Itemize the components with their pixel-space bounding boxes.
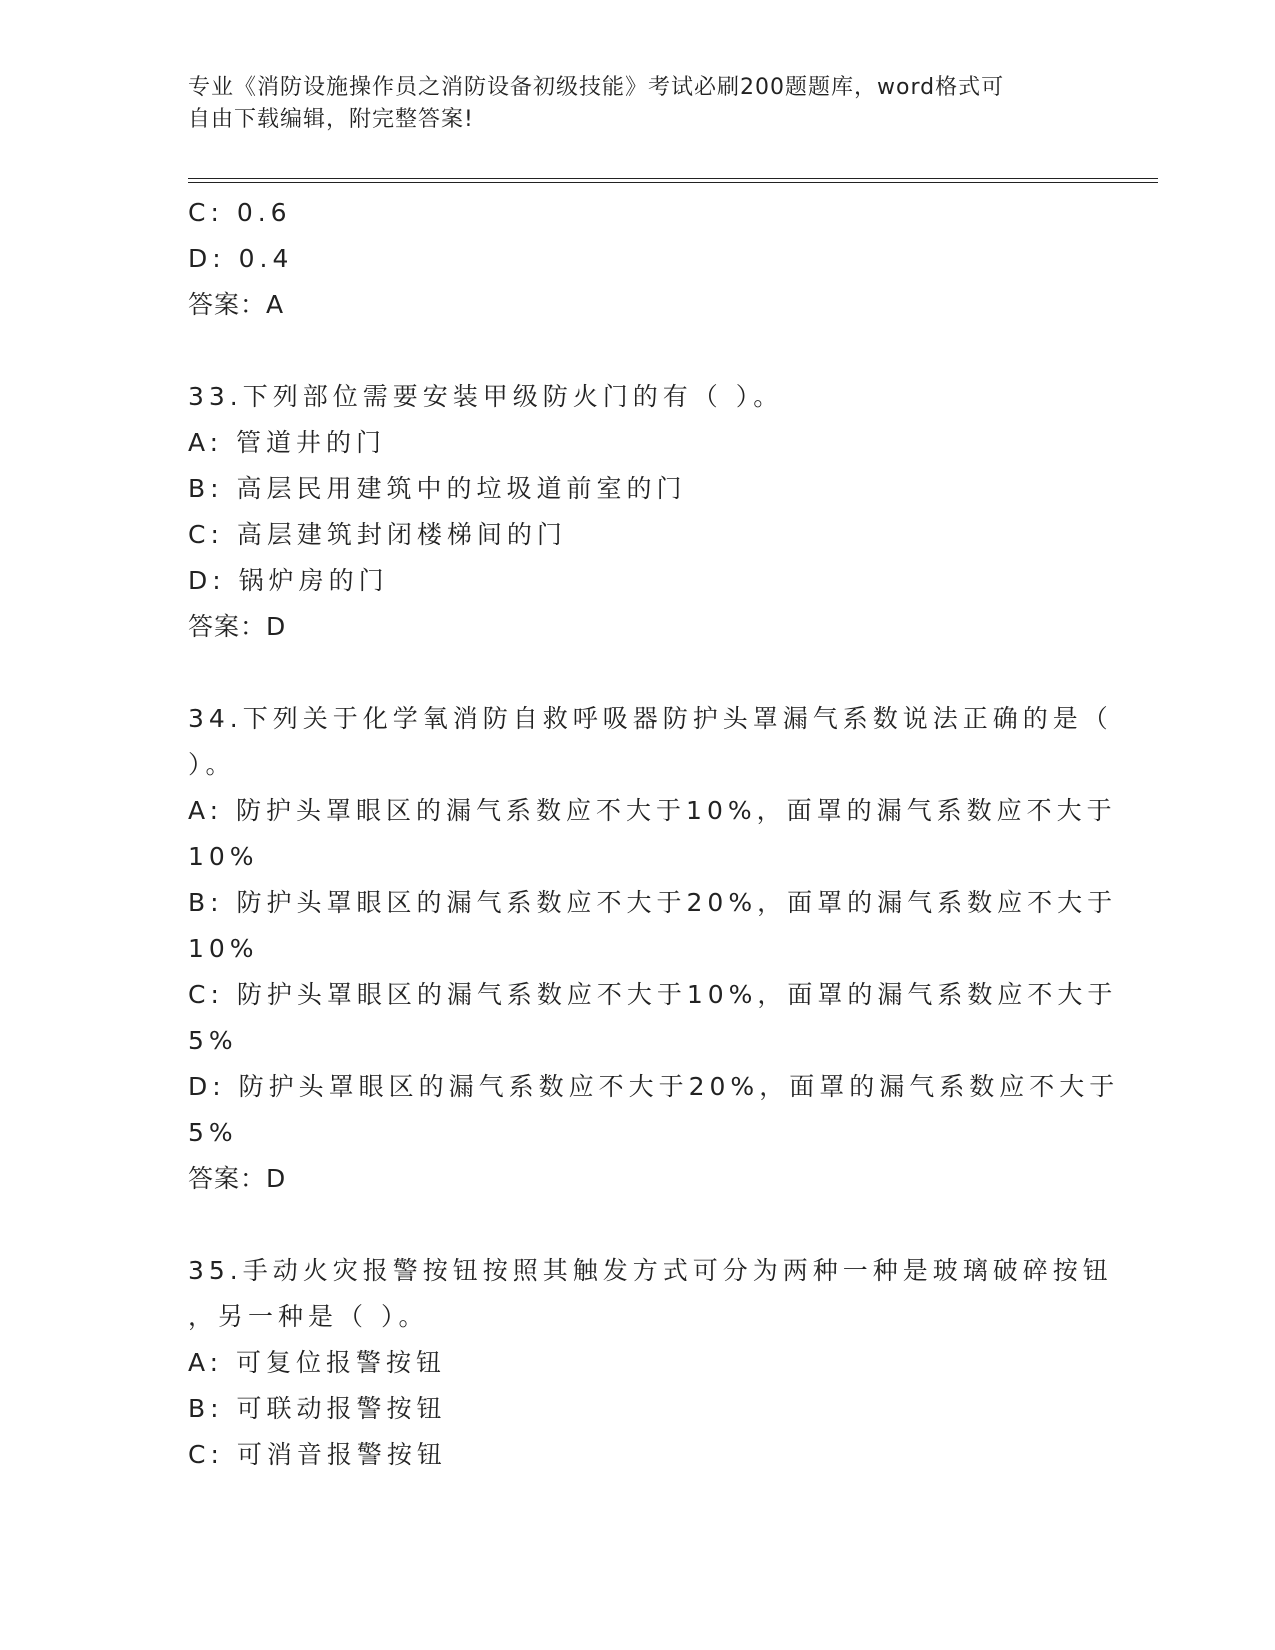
question-stem: 35.手动火灾报警按钮按照其触发方式可分为两种一种是玻璃破碎按钮: [188, 1256, 1113, 1285]
option-c: C: 高层建筑封闭楼梯间的门: [188, 520, 567, 549]
question-stem-continued: ，另一种是（ ）。: [188, 1302, 429, 1331]
option-d: D: 防护头罩眼区的漏气系数应不大于20%，面罩的漏气系数应不大于: [188, 1072, 1120, 1101]
answer-line: 答案：A: [188, 290, 285, 319]
option-d: D: 0.4: [188, 244, 294, 273]
question-35: [188, 1248, 1113, 1478]
option-c: C: 可消音报警按钮: [188, 1440, 447, 1469]
answer-line: 答案：D: [188, 612, 287, 641]
question-stem: 33.下列部位需要安装甲级防火门的有（ ）。: [188, 382, 784, 411]
option-b: B: 防护头罩眼区的漏气系数应不大于20%，面罩的漏气系数应不大于: [188, 888, 1118, 917]
option-c: C: 0.6: [188, 198, 292, 227]
option-b: B: 高层民用建筑中的垃圾道前室的门: [188, 474, 687, 503]
answer-line: 答案：D: [188, 1164, 287, 1193]
option-c-continued: 5%: [188, 1026, 238, 1055]
option-a: A: 防护头罩眼区的漏气系数应不大于10%，面罩的漏气系数应不大于: [188, 796, 1117, 825]
option-a: A: 可复位报警按钮: [188, 1348, 447, 1377]
header-divider-bottom: [188, 182, 1158, 183]
header-divider-top: [188, 178, 1158, 179]
header-line-1: 专业《消防设施操作员之消防设备初级技能》考试必刷200题题库，word格式可: [188, 75, 1005, 100]
document-header: [188, 72, 1088, 136]
question-stem-continued: ）。: [188, 750, 236, 779]
question-33: [188, 374, 1088, 650]
option-b-continued: 10%: [188, 934, 259, 963]
option-a: A: 管道井的门: [188, 428, 387, 457]
option-d-continued: 5%: [188, 1118, 238, 1147]
option-a-continued: 10%: [188, 842, 259, 871]
option-d: D: 锅炉房的门: [188, 566, 389, 595]
question-34: [188, 696, 1120, 1202]
question-32-tail: [188, 190, 1088, 328]
header-line-2: 自由下载编辑，附完整答案!: [188, 107, 474, 132]
document-body: [188, 190, 1120, 1478]
question-stem: 34.下列关于化学氧消防自救呼吸器防护头罩漏气系数说法正确的是（: [188, 704, 1113, 733]
option-b: B: 可联动报警按钮: [188, 1394, 447, 1423]
option-c: C: 防护头罩眼区的漏气系数应不大于10%，面罩的漏气系数应不大于: [188, 980, 1118, 1009]
